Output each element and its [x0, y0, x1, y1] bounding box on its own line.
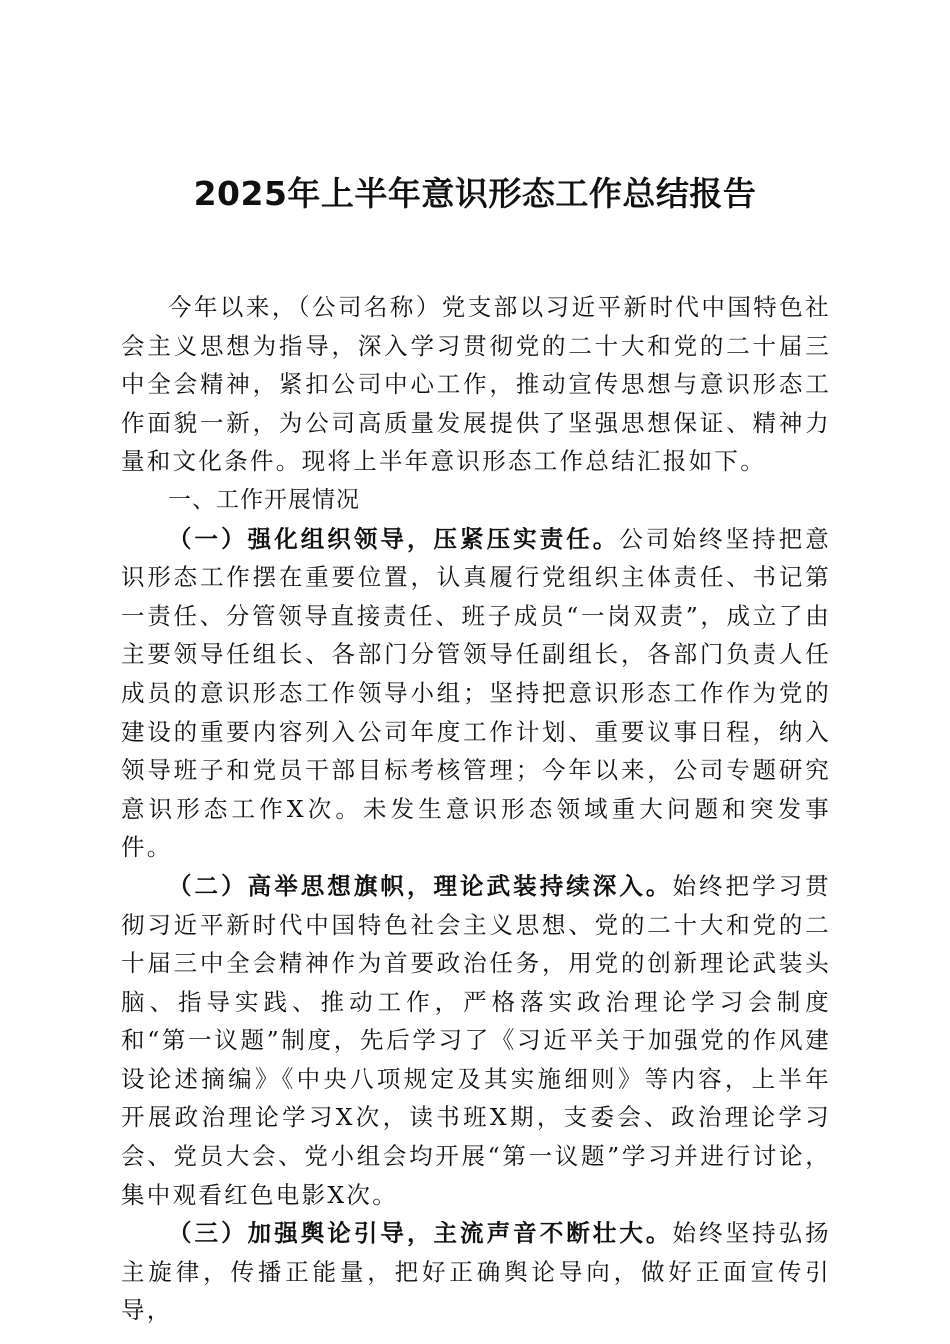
document-body — [121, 288, 831, 1330]
item-text-2: 始终把学习贯彻习近平新时代中国特色社会主义思想、党的二十大和党的二十届三中全会精神作为首要政治任务，用党的创新理论武装头脑、指导实践、推动工作，严格落实政治理论学习会制度和“第一议题”制度，先后学习了《习近平关于加强党的作风建设论述摘编》《中央八项规定及其实施细则》等内容，上半年开展政治理论学习X次，读书班X期，支委会、政治理论学习会、党员大会、党小组会均开展“第一议题”学习并进行讨论，集中观看红色电影X次。 — [121, 871, 831, 1209]
document-title: 2025年上半年意识形态工作总结报告 — [193, 174, 757, 213]
intro-paragraph: 今年以来，（公司名称）党支部以习近平新时代中国特色社会主义思想为指导，深入学习贯彻党的二十大和党的二十届三中全会精神，紧扣公司中心工作，推动宣传思想与意识形态工作面貌一新，为公司高质量发展提供了坚强思想保证、精神力量和文化条件。现将上半年意识形态工作总结汇报如下。 — [121, 293, 831, 476]
item-paragraph-2 — [121, 867, 831, 1214]
item-paragraph-3 — [121, 1214, 831, 1330]
item-lead-1: （一）强化组织领导，压紧压实责任。 — [168, 524, 620, 553]
item-text-1: 公司始终坚持把意识形态工作摆在重要位置，认真履行党组织主体责任、书记第一责任、分管领导直接责任、班子成员“一岗双责”，成立了由主要领导任组长、各部门分管领导任副组长，各部门负责人任成员的意识形态工作领导小组；坚持把意识形态工作作为党的建设的重要内容列入公司年度工作计划、重要议事日程，纳入领导班子和党员干部目标考核管理；今年以来，公司专题研究意识形态工作X次。未发生意识形态领域重大问题和突发事件。 — [121, 524, 831, 862]
item-lead-2: （二）高举思想旗帜，理论武装持续深入。 — [168, 871, 673, 900]
section-heading: 一、工作开展情况 — [168, 486, 360, 513]
item-lead-3: （三）加强舆论引导，主流声音不断壮大。 — [168, 1219, 673, 1248]
item-text-3: 始终坚持弘扬主旋律，传播正能量，把好正确舆论导向，做好正面宣传引导， — [121, 1219, 831, 1325]
item-paragraph-1 — [121, 520, 831, 867]
